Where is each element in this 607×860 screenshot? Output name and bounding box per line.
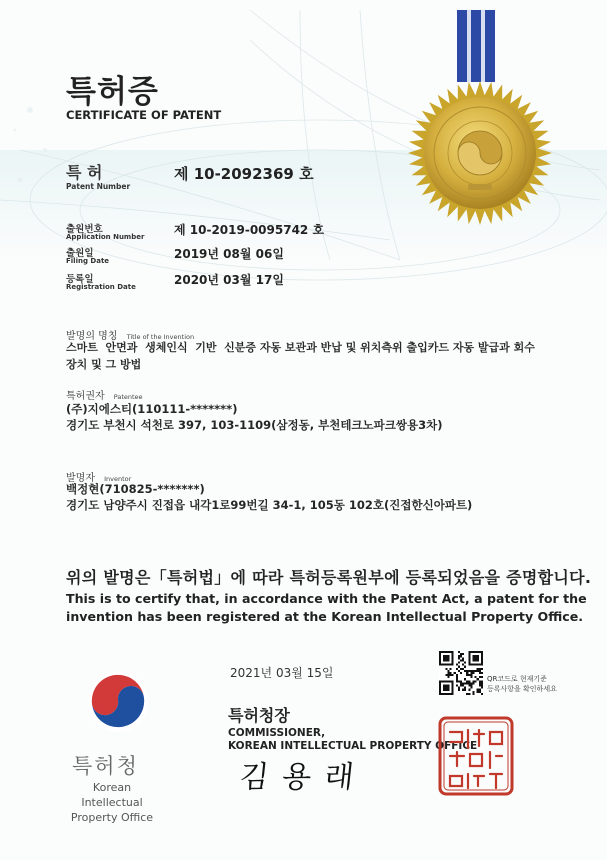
patent-number-value: 제 10-2092369 호 <box>174 165 314 183</box>
office-name-en-line1: Korean Intellectual <box>81 781 143 809</box>
invention-title-line2: 장치 및 그 방법 <box>66 358 142 371</box>
application-number-label: 출원번호 <box>66 224 103 235</box>
registration-date-label: 등록일 <box>66 274 94 285</box>
filing-date-value: 2019년 08월 06일 <box>174 247 284 261</box>
seal-ribbon <box>471 10 481 82</box>
qr-code-icon[interactable] <box>439 651 483 695</box>
patentee-label-en: Patentee <box>113 393 143 401</box>
registration-date-label-en: Registration Date <box>66 283 136 291</box>
invention-label-en: Title of the Invention <box>126 333 195 341</box>
registration-date-value: 2020년 03월 17일 <box>174 273 284 287</box>
certification-statement-en-line1: This is to certify that, in accordance with the Patent Act, a patent for the <box>66 591 587 606</box>
patentee-address: 경기도 부천시 석천로 397, 103-1109(삼정동, 부천테크노파크쌍용3차) <box>66 418 443 432</box>
certificate-title-en: CERTIFICATE OF PATENT <box>66 108 222 122</box>
application-number-value: 제 10-2019-0095742 호 <box>174 223 325 237</box>
certification-statement-en <box>66 590 587 626</box>
patentee-label: 특허권자 <box>66 391 105 402</box>
patentee-name: (주)지에스티(110111-*******) <box>66 402 238 416</box>
invention-title-line1: 스마트 안면과 생체인식 기반 신분증 자동 보관과 반납 및 위치측위 출입카드 자동 발급과 회수 <box>66 341 535 354</box>
patent-number-label-en: Patent Number <box>66 182 131 191</box>
seal-ribbon <box>457 10 467 82</box>
office-name-en-line2: Property Office <box>70 811 154 824</box>
certification-statement-en-line2: invention has been registered at the Korean Intellectual Property Office. <box>66 609 584 624</box>
commissioner-title-en-line1: COMMISSIONER, <box>228 727 326 739</box>
patent-number-label: 특 허 <box>66 163 103 182</box>
certification-statement-ko: 위의 발명은「특허법」에 따라 특허등록원부에 등록되었음을 증명합니다. <box>66 568 592 587</box>
gold-seal-icon <box>405 78 555 228</box>
qr-note-line1: QR코드로 현재기준 <box>487 675 547 683</box>
inventor-label: 발명자 <box>66 473 95 484</box>
office-name-ko: 특허청 <box>72 754 139 778</box>
inventor-name: 백정현(710825-*******) <box>66 482 205 496</box>
office-name-en <box>62 780 162 825</box>
issue-date: 2021년 03월 15일 <box>230 666 334 680</box>
commissioner-signature: 김 용 래 <box>237 760 358 795</box>
qr-note <box>487 674 557 694</box>
invention-label: 발명의 명칭 <box>66 331 118 342</box>
certificate-title: 특허증 <box>66 74 159 110</box>
application-number-label-en: Application Number <box>66 233 145 241</box>
seal-ribbon <box>485 10 495 82</box>
kipo-logo-icon <box>84 668 152 736</box>
inventor-label-en: Inventor <box>104 475 132 483</box>
official-seal-stamp <box>434 712 518 800</box>
filing-date-label: 출원일 <box>66 248 94 259</box>
commissioner-title-en-line2: KOREAN INTELLECTUAL PROPERTY OFFICE <box>228 740 478 752</box>
inventor-address: 경기도 남양주시 진접읍 내각1로99번길 34-1, 105동 102호(진접한신아파트) <box>66 498 473 512</box>
filing-date-label-en: Filing Date <box>66 257 110 265</box>
qr-note-line2: 등록사항을 확인하세요 <box>487 685 557 693</box>
commissioner-title: 특허청장 <box>228 706 290 725</box>
